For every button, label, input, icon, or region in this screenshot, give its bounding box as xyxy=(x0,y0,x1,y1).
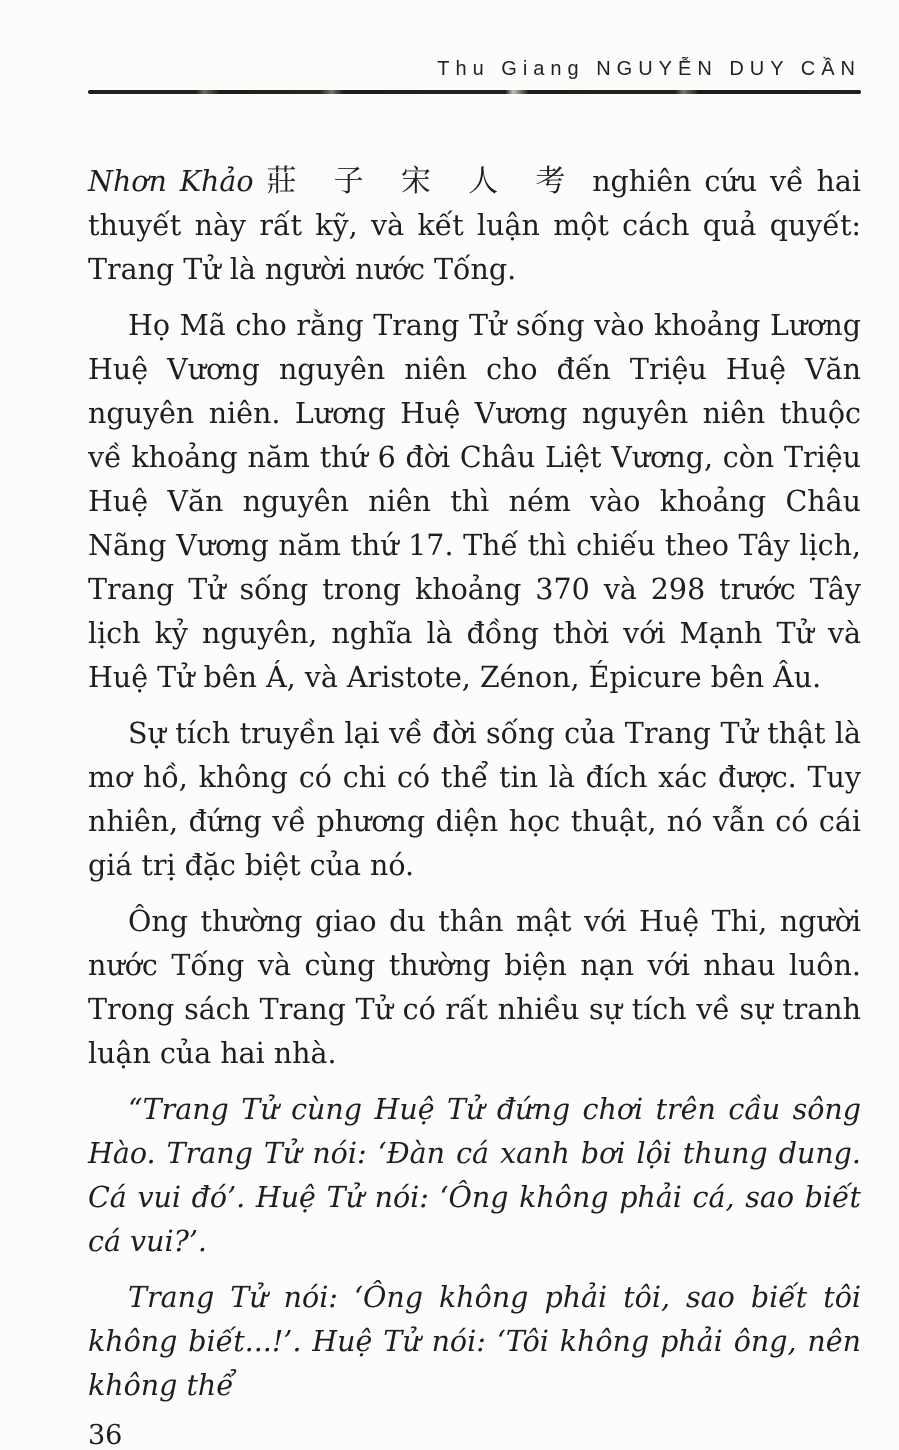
paragraph-dates: Họ Mã cho rằng Trang Tử sống vào khoảng Lương Huệ Vương nguyên niên cho đến Triệu Huệ Văn nguyên niên. Lương Huệ Vương nguyên niên thuộc về khoảng năm thứ 6 đời Châu Liệt Vương, còn Triệu Huệ Văn nguyên niên thì ném vào khoảng Châu Nãng Vương năm thứ 17. Thế thì chiếu theo Tây lịch, Trang Tử sống trong khoảng 370 và 298 trước Tây lịch kỷ nguyên, nghĩa là đồng thời với Mạnh Tử và Huệ Tử bên Á, và Aristote, Zénon, Épicure bên Âu. xyxy=(88,309,861,694)
paragraph-quote-fish: “Trang Tử cùng Huệ Tử đứng chơi trên cầu sông Hào. Trang Tử nói: ‘Đàn cá xanh bơi lội thung dung. Cá vui đó’. Huệ Tử nói: ‘Ông không phải cá, sao biết cá vui?’. xyxy=(88,1093,861,1258)
paragraph-quote-reply: Trang Tử nói: ‘Ông không phải tôi, sao biết tôi không biết...!’. Huệ Tử nói: ‘Tôi không phải ông, nên không thể xyxy=(88,1281,861,1402)
page-body xyxy=(88,160,861,1420)
running-title: Thu Giang NGUYỄN DUY CẦN xyxy=(437,58,861,80)
page-number: 36 xyxy=(88,1420,123,1450)
header-rule-line xyxy=(88,90,861,94)
paragraph-book-title xyxy=(88,160,861,292)
paragraph-book-title-text: nghiên cứu về hai thuyết này rất kỹ, và kết luận một cách quả quyết: Trang Tử là người nước Tống. xyxy=(88,165,861,286)
cjk-title-characters: 莊 子 宋 人 考 xyxy=(266,164,580,199)
paragraph-legend: Sự tích truyền lại về đời sống của Trang Tử thật là mơ hồ, không có chi có thể tin là đích xác được. Tuy nhiên, đứng về phương diện học thuật, nó vẫn có cái giá trị đặc biệt của nó. xyxy=(88,717,861,882)
page-footer xyxy=(88,1420,861,1450)
paragraph-hue-thi: Ông thường giao du thân mật với Huệ Thi, người nước Tống và cùng thường biện nạn với nhau luôn. Trong sách Trang Tử có rất nhiều sự tích về sự tranh luận của hai nhà. xyxy=(88,905,861,1070)
page-header xyxy=(88,58,861,94)
book-title-italic: Nhơn Khảo xyxy=(88,165,254,198)
